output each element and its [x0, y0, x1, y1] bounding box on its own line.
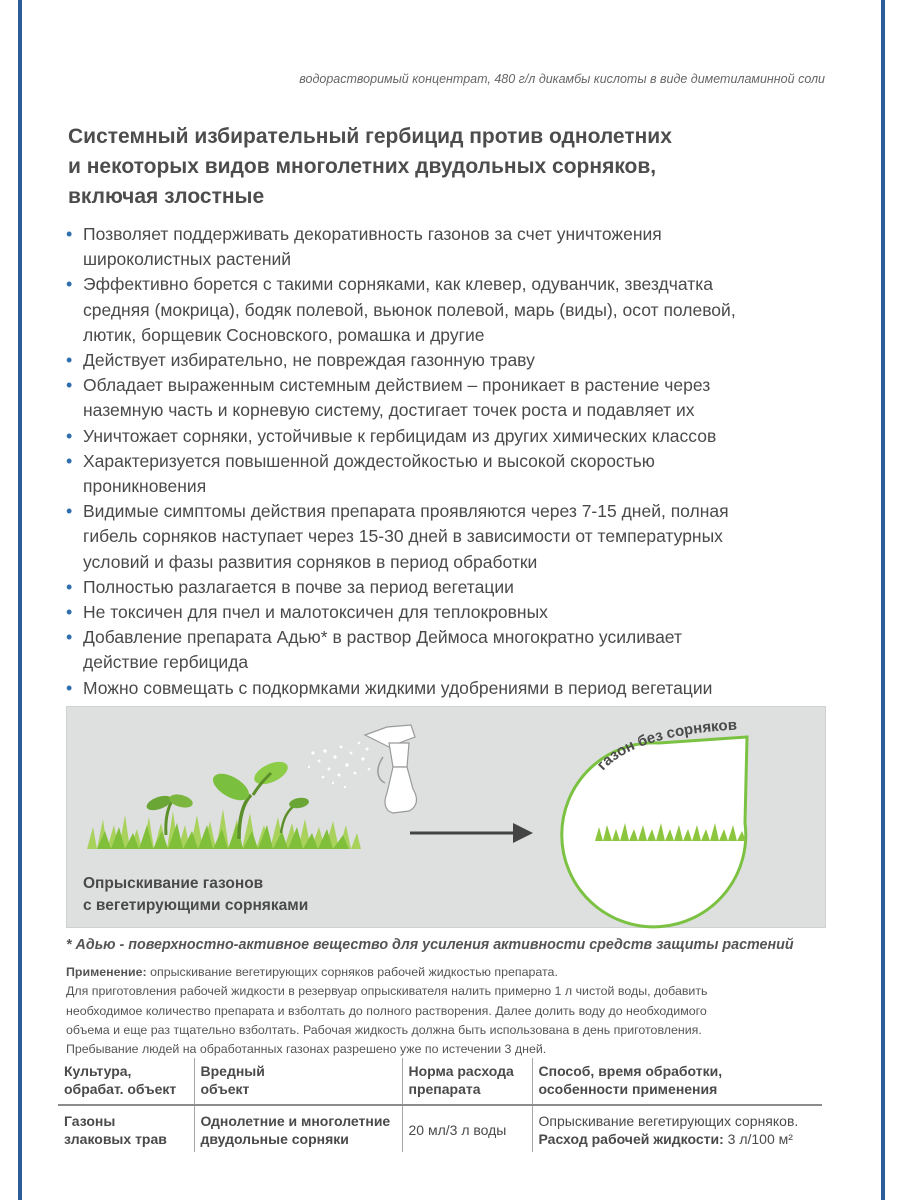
cell-rate: 20 мл/3 л воды — [402, 1105, 532, 1152]
table-header-row — [58, 1058, 822, 1105]
benefit-line: гибель сорняков наступает через 15-30 дней в зависимости от температурных — [83, 526, 723, 547]
clean-lawn-label — [594, 717, 738, 774]
header-text: Норма расхода — [408, 1063, 514, 1079]
benefit-item — [66, 600, 836, 625]
cell-text — [539, 1130, 817, 1148]
benefit-line: условий и фазы развития сорняков в период обработки — [83, 551, 538, 572]
benefit-line: действие гербицида — [83, 652, 249, 673]
benefit-item — [66, 499, 836, 575]
header-text: препарата — [408, 1081, 481, 1097]
application-text: опрыскивание вегетирующих сорняков рабочей жидкостью препарата. — [146, 965, 558, 979]
benefit-line: • Обладает выраженным системным действием – проникает в растение через — [83, 375, 711, 396]
benefit-line: • Эффективно борется с такими сорняками, как клевер, одуванчик, звездчатка — [83, 274, 714, 295]
benefit-item — [66, 222, 836, 272]
caption-line: с вегетирующими сорняками — [83, 897, 309, 914]
cell-text: злаковых трав — [64, 1131, 167, 1147]
page-heading — [68, 122, 788, 212]
benefit-line: • Не токсичен для пчел и малотоксичен для теплокровных — [83, 602, 548, 623]
application-line: Пребывание людей на обработанных газонах разрешено уже по истечении 3 дней. — [66, 1042, 547, 1057]
heading-line: Системный избирательный гербицид против однолетних — [68, 125, 672, 148]
cell-text: Газоны — [64, 1113, 116, 1129]
cell-text: Однолетние и многолетние — [200, 1113, 391, 1129]
result-label-graphic — [67, 707, 827, 929]
benefits-list — [66, 222, 836, 701]
clean-lawn-label-text: газон без сорняков — [593, 716, 738, 774]
application-line: объема и еще раз тщательно взболтать. Рабочая жидкость должна быть использована в день приготовления. — [66, 1022, 702, 1037]
left-border-line — [18, 0, 22, 1200]
header-pest — [194, 1058, 402, 1105]
benefit-line: • Действует избирательно, не повреждая газонную траву — [83, 350, 535, 371]
heading-line: и некоторых видов многолетних двудольных сорняков, — [68, 155, 657, 178]
application-label: Применение: — [66, 965, 147, 979]
benefit-line: • Полностью разлагается в почве за период вегетации — [83, 576, 514, 597]
consumption-value: 3 л/100 м² — [723, 1131, 793, 1147]
header-text: Способ, время обработки, — [538, 1063, 723, 1079]
benefit-line: средняя (мокрица), бодяк полевой, вьюнок полевой, марь (виды), осот полевой, — [83, 299, 736, 320]
benefit-line: • Позволяет поддерживать декоративность газонов за счет уничтожения — [83, 224, 662, 244]
benefit-line: проникновения — [83, 476, 207, 497]
benefit-line: • Видимые симптомы действия препарата проявляются через 7-15 дней, полная — [83, 501, 729, 522]
illustration-panel — [66, 706, 826, 928]
benefit-line: • Характеризуется повышенной дождестойкостью и высокой скоростью — [83, 450, 655, 471]
header-text: Вредный — [200, 1063, 265, 1079]
table-row — [58, 1105, 822, 1152]
cell-text: двудольные сорняки — [200, 1131, 349, 1147]
header-text: особенности применения — [538, 1081, 718, 1097]
benefit-item — [66, 625, 836, 675]
header-text: объект — [200, 1081, 250, 1097]
application-line: необходимое количество препарата и взболтать до полного растворения. Далее долить воду до необходимого — [66, 1003, 707, 1018]
application-line — [66, 963, 826, 982]
benefit-line: лютик, борщевик Сосновского, ромашка и другие — [83, 324, 485, 345]
benefit-line: наземную часть и корневую систему, достигает точек роста и подавляет их — [83, 400, 695, 421]
caption-line: Опрыскивание газонов — [83, 875, 264, 892]
benefit-line: • Можно совмещать с подкормками жидкими удобрениями в период вегетации — [83, 677, 713, 698]
header-crop — [58, 1058, 194, 1105]
header-text: обрабат. объект — [64, 1081, 177, 1097]
cell-crop — [58, 1105, 194, 1152]
heading-line: включая злостные — [68, 185, 265, 208]
benefit-item — [66, 348, 836, 373]
benefit-item — [66, 424, 836, 449]
product-formulation-subtitle: водорастворимый концентрат, 480 г/л дикамбы кислоты в виде диметиламинной соли — [299, 72, 825, 86]
cell-pest — [194, 1105, 402, 1152]
header-text: Культура, — [64, 1063, 132, 1079]
benefit-item — [66, 676, 836, 701]
application-line: Для приготовления рабочей жидкости в резервуар опрыскивателя налить примерно 1 л чистой воды, добавить — [66, 984, 708, 999]
header-method — [532, 1058, 822, 1105]
benefit-item — [66, 449, 836, 499]
benefit-item — [66, 272, 836, 348]
benefit-item — [66, 373, 836, 423]
benefit-line: • Добавление препарата Адью* в раствор Деймоса многократно усиливает — [83, 627, 682, 648]
header-rate — [402, 1058, 532, 1105]
adjuvant-footnote: * Адью - поверхностно-активное вещество для усиления активности средств защиты растений — [66, 937, 794, 953]
benefit-line: широколистных растений — [83, 249, 292, 270]
cell-method — [532, 1105, 822, 1152]
right-border-line — [881, 0, 885, 1200]
benefit-item — [66, 575, 836, 600]
application-rates-table — [58, 1058, 822, 1152]
application-instructions — [66, 963, 826, 1059]
consumption-label: Расход рабочей жидкости: — [538, 1131, 724, 1147]
cell-text: Опрыскивание вегетирующих сорняков. — [538, 1113, 799, 1129]
benefit-line: • Уничтожает сорняки, устойчивые к гербицидам из других химических классов — [83, 425, 717, 446]
